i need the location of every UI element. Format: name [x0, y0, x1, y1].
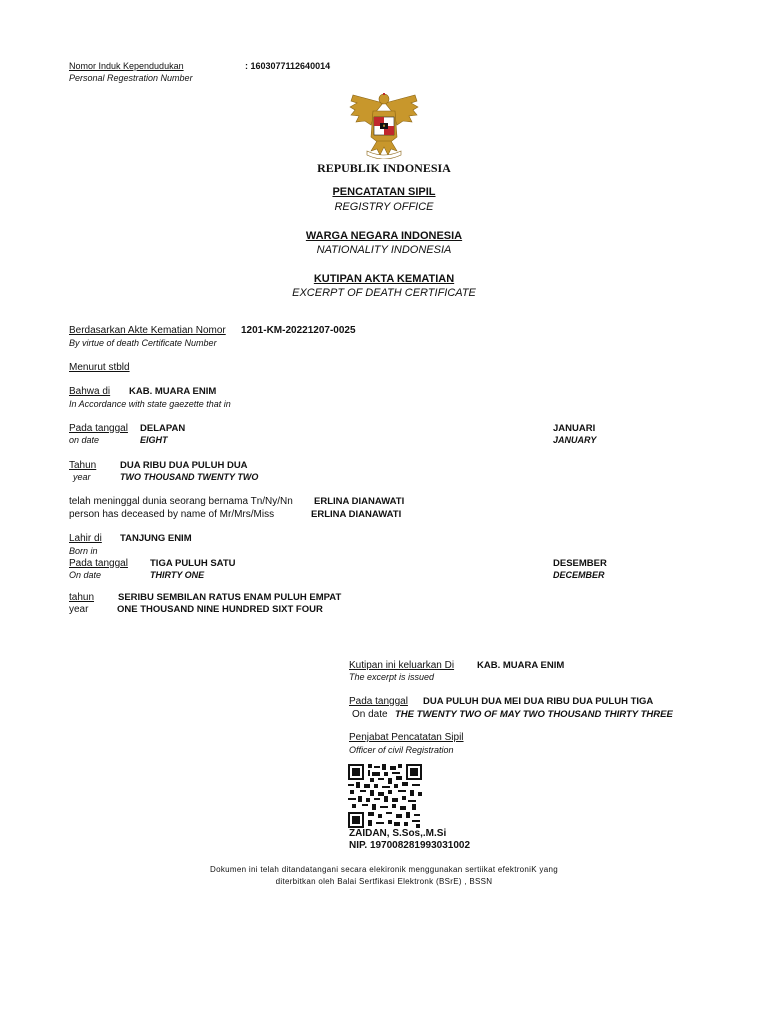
qr-code-icon [348, 764, 422, 828]
office-title: PENCATATAN SIPIL [332, 186, 436, 198]
birth-year-label: tahun [69, 592, 95, 603]
death-date-value: DELAPAN [140, 423, 186, 434]
death-year-value: DUA RIBU DUA PULUH DUA [120, 460, 248, 471]
nationality-title-en: NATIONALITY INDONESIA [316, 244, 452, 256]
officer-label-en: Officer of civil Registration [349, 745, 454, 755]
footer-line-1: Dokumen ini telah ditandatangani secara elekironik menggunakan sertiikat efektroniK yang [210, 865, 558, 874]
death-date-label: Pada tanggal [69, 423, 128, 434]
birth-date-value-en: THIRTY ONE [150, 570, 205, 580]
death-date-value-en: EIGHT [140, 435, 168, 445]
nik-label-en: Personal Regestration Number [69, 73, 193, 83]
death-date-label-en: on date [69, 435, 100, 445]
place-value: KAB. MUARA ENIM [129, 386, 217, 397]
death-year-label-en: year [73, 472, 91, 482]
issued-label: Kutipan ini keluarkan Di [349, 660, 455, 671]
place-label: Bahwa di [69, 386, 111, 397]
issued-date-value-en: THE TWENTY TWO OF MAY TWO THOUSAND THIRTY THREE [395, 709, 673, 720]
republic-title: REPUBLIK INDONESIA [317, 161, 451, 175]
birth-date-label: Pada tanggal [69, 558, 128, 569]
birth-month-value-en: DECEMBER [553, 570, 605, 580]
certificate-label-en: By virtue of death Certificate Number [69, 338, 217, 348]
footer-line-2: diterbitkan oleh Balai Sertfikasi Elektronk (BSrE) , BSSN [275, 877, 493, 886]
birth-year-value-en: ONE THOUSAND NINE HUNDRED SIXT FOUR [117, 604, 323, 615]
birth-place-value: TANJUNG ENIM [120, 533, 192, 544]
menurut-label: Menurut stbld [69, 362, 130, 373]
birth-place-label-en: Born in [69, 546, 98, 556]
issued-date-value: DUA PULUH DUA MEI DUA RIBU DUA PULUH TIGA [423, 696, 654, 707]
death-year-label: Tahun [69, 460, 97, 471]
document-title-en: EXCERPT OF DEATH CERTIFICATE [292, 287, 476, 299]
officer-label: Penjabat Pencatatan Sipil [349, 732, 464, 743]
deceased-name: ERLINA DIANAWATI [314, 496, 405, 507]
garuda-emblem-icon [347, 91, 421, 159]
issued-date-label-en: On date [352, 709, 388, 720]
issued-label-en: The excerpt is issued [349, 672, 435, 682]
officer-name: ZAIDAN, S.Sos,.M.Si [349, 828, 447, 839]
nationality-title: WARGA NEGARA INDONESIA [305, 230, 463, 242]
death-year-value-en: TWO THOUSAND TWENTY TWO [120, 472, 259, 482]
deceased-text-en: person has deceased by name of Mr/Mrs/Miss [69, 509, 275, 520]
deceased-name-en: ERLINA DIANAWATI [311, 509, 402, 520]
officer-nip: NIP. 197008281993031002 [349, 840, 471, 851]
certificate-label: Berdasarkan Akte Kematian Nomor [69, 325, 226, 336]
birth-year-label-en: year [69, 604, 89, 615]
birth-place-label: Lahir di [69, 533, 102, 544]
certificate-number: 1201-KM-20221207-0025 [241, 325, 356, 336]
office-title-en: REGISTRY OFFICE [334, 201, 434, 213]
death-month-value: JANUARI [553, 423, 596, 434]
death-month-value-en: JANUARY [553, 435, 597, 445]
birth-month-value: DESEMBER [553, 558, 607, 569]
issued-date-label: Pada tanggal [349, 696, 408, 707]
issued-value: KAB. MUARA ENIM [477, 660, 565, 671]
document-title: KUTIPAN AKTA KEMATIAN [313, 273, 455, 285]
birth-year-value: SERIBU SEMBILAN RATUS ENAM PULUH EMPAT [118, 592, 342, 603]
birth-date-label-en: On date [69, 570, 102, 580]
nik-label: Nomor Induk Kependudukan [69, 61, 184, 71]
deceased-text: telah meninggal dunia seorang bernama Tn/Ny/Nn [69, 496, 293, 507]
birth-date-value: TIGA PULUH SATU [150, 558, 236, 569]
nik-value: : 1603077112640014 [245, 61, 331, 71]
place-label-en: In Accordance with state gaezette that in [69, 399, 231, 409]
